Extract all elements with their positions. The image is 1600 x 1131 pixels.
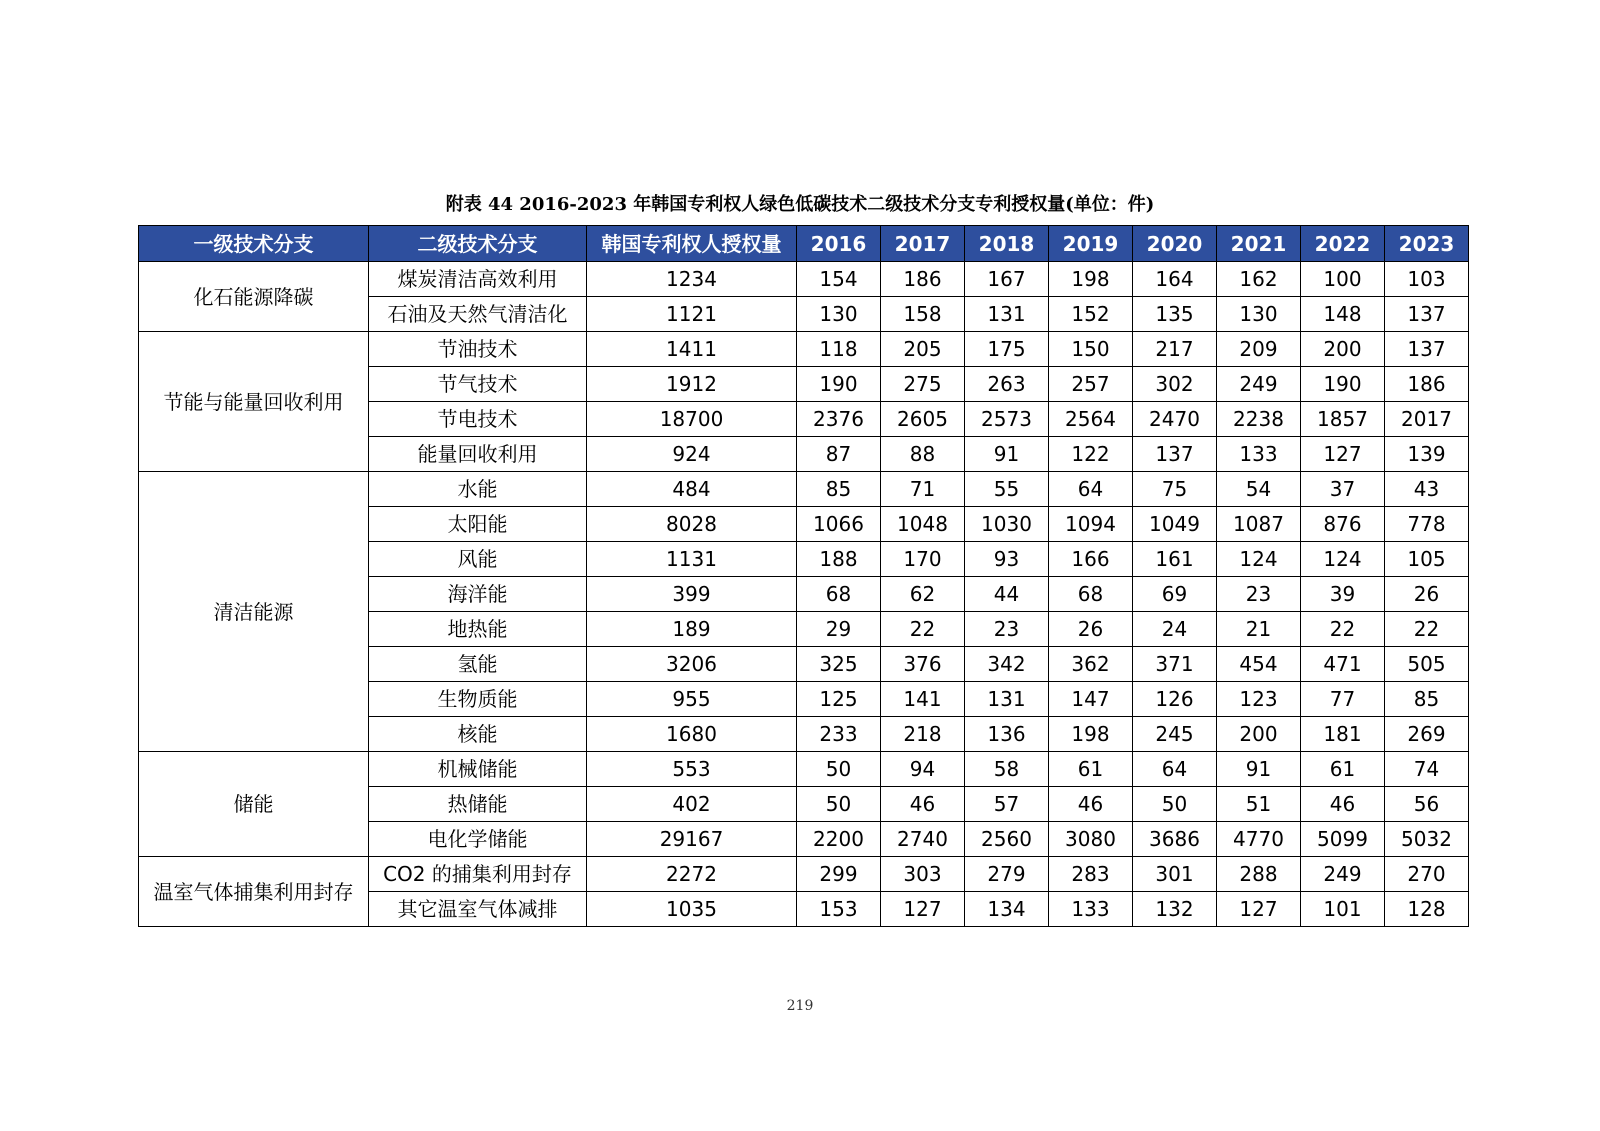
year-value-cell: 167 [965,262,1049,297]
year-value-cell: 23 [1217,577,1301,612]
year-value-cell: 54 [1217,472,1301,507]
year-value-cell: 270 [1385,857,1469,892]
secondary-category-cell: 水能 [369,472,587,507]
year-value-cell: 43 [1385,472,1469,507]
year-value-cell: 141 [881,682,965,717]
year-value-cell: 175 [965,332,1049,367]
year-value-cell: 217 [1133,332,1217,367]
year-value-cell: 22 [881,612,965,647]
year-value-cell: 279 [965,857,1049,892]
year-value-cell: 127 [1301,437,1385,472]
table-row [139,472,1469,507]
year-value-cell: 46 [1301,787,1385,822]
column-header: 2016 [797,226,881,262]
total-grant-cell: 1912 [587,367,797,402]
year-value-cell: 105 [1385,542,1469,577]
year-value-cell: 147 [1049,682,1133,717]
year-value-cell: 1048 [881,507,965,542]
year-value-cell: 29 [797,612,881,647]
primary-category-cell: 化石能源降碳 [139,262,369,332]
year-value-cell: 198 [1049,717,1133,752]
year-value-cell: 64 [1133,752,1217,787]
secondary-category-cell: 海洋能 [369,577,587,612]
total-grant-cell: 399 [587,577,797,612]
year-value-cell: 245 [1133,717,1217,752]
year-value-cell: 3080 [1049,822,1133,857]
table-row [139,857,1469,892]
total-grant-cell: 1131 [587,542,797,577]
year-value-cell: 4770 [1217,822,1301,857]
total-grant-cell: 1234 [587,262,797,297]
year-value-cell: 188 [797,542,881,577]
year-value-cell: 263 [965,367,1049,402]
year-value-cell: 58 [965,752,1049,787]
primary-category-cell: 储能 [139,752,369,857]
year-value-cell: 26 [1049,612,1133,647]
year-value-cell: 91 [965,437,1049,472]
year-value-cell: 161 [1133,542,1217,577]
primary-category-cell: 温室气体捕集利用封存 [139,857,369,927]
total-grant-cell: 18700 [587,402,797,437]
total-grant-cell: 29167 [587,822,797,857]
total-grant-cell: 553 [587,752,797,787]
secondary-category-cell: 太阳能 [369,507,587,542]
secondary-category-cell: 其它温室气体减排 [369,892,587,927]
year-value-cell: 137 [1385,332,1469,367]
year-value-cell: 249 [1301,857,1385,892]
year-value-cell: 100 [1301,262,1385,297]
year-value-cell: 505 [1385,647,1469,682]
year-value-cell: 125 [797,682,881,717]
secondary-category-cell: 石油及天然气清洁化 [369,297,587,332]
year-value-cell: 876 [1301,507,1385,542]
year-value-cell: 1049 [1133,507,1217,542]
year-value-cell: 162 [1217,262,1301,297]
year-value-cell: 148 [1301,297,1385,332]
year-value-cell: 170 [881,542,965,577]
year-value-cell: 1030 [965,507,1049,542]
year-value-cell: 55 [965,472,1049,507]
year-value-cell: 218 [881,717,965,752]
year-value-cell: 93 [965,542,1049,577]
total-grant-cell: 2272 [587,857,797,892]
year-value-cell: 122 [1049,437,1133,472]
year-value-cell: 130 [1217,297,1301,332]
year-value-cell: 257 [1049,367,1133,402]
year-value-cell: 23 [965,612,1049,647]
year-value-cell: 249 [1217,367,1301,402]
secondary-category-cell: 节气技术 [369,367,587,402]
column-header: 一级技术分支 [139,226,369,262]
year-value-cell: 166 [1049,542,1133,577]
secondary-category-cell: 节油技术 [369,332,587,367]
year-value-cell: 24 [1133,612,1217,647]
table-caption: 附表 44 2016-2023 年韩国专利权人绿色低碳技术二级技术分支专利授权量(单位：件) [445,194,1155,215]
secondary-category-cell: 风能 [369,542,587,577]
year-value-cell: 64 [1049,472,1133,507]
year-value-cell: 371 [1133,647,1217,682]
year-value-cell: 39 [1301,577,1385,612]
year-value-cell: 132 [1133,892,1217,927]
column-header: 2022 [1301,226,1385,262]
year-value-cell: 2564 [1049,402,1133,437]
year-value-cell: 471 [1301,647,1385,682]
total-grant-cell: 8028 [587,507,797,542]
year-value-cell: 134 [965,892,1049,927]
table-row [139,262,1469,297]
total-grant-cell: 1411 [587,332,797,367]
year-value-cell: 181 [1301,717,1385,752]
year-value-cell: 303 [881,857,965,892]
year-value-cell: 275 [881,367,965,402]
year-value-cell: 2605 [881,402,965,437]
column-header: 二级技术分支 [369,226,587,262]
year-value-cell: 299 [797,857,881,892]
year-value-cell: 62 [881,577,965,612]
total-grant-cell: 402 [587,787,797,822]
column-header: 2023 [1385,226,1469,262]
year-value-cell: 69 [1133,577,1217,612]
secondary-category-cell: 机械储能 [369,752,587,787]
year-value-cell: 77 [1301,682,1385,717]
secondary-category-cell: 地热能 [369,612,587,647]
year-value-cell: 1857 [1301,402,1385,437]
year-value-cell: 103 [1385,262,1469,297]
secondary-category-cell: 能量回收利用 [369,437,587,472]
year-value-cell: 150 [1049,332,1133,367]
year-value-cell: 5032 [1385,822,1469,857]
secondary-category-cell: CO2 的捕集利用封存 [369,857,587,892]
total-grant-cell: 189 [587,612,797,647]
year-value-cell: 50 [1133,787,1217,822]
year-value-cell: 22 [1385,612,1469,647]
year-value-cell: 153 [797,892,881,927]
year-value-cell: 133 [1217,437,1301,472]
year-value-cell: 190 [1301,367,1385,402]
year-value-cell: 137 [1133,437,1217,472]
year-value-cell: 21 [1217,612,1301,647]
year-value-cell: 74 [1385,752,1469,787]
table-row [139,752,1469,787]
column-header: 2021 [1217,226,1301,262]
year-value-cell: 136 [965,717,1049,752]
year-value-cell: 342 [965,647,1049,682]
year-value-cell: 128 [1385,892,1469,927]
column-header: 2018 [965,226,1049,262]
year-value-cell: 85 [1385,682,1469,717]
year-value-cell: 71 [881,472,965,507]
secondary-category-cell: 节电技术 [369,402,587,437]
year-value-cell: 269 [1385,717,1469,752]
year-value-cell: 158 [881,297,965,332]
year-value-cell: 91 [1217,752,1301,787]
year-value-cell: 198 [1049,262,1133,297]
secondary-category-cell: 氢能 [369,647,587,682]
year-value-cell: 283 [1049,857,1133,892]
secondary-category-cell: 核能 [369,717,587,752]
patent-grant-table [138,225,1469,927]
year-value-cell: 75 [1133,472,1217,507]
year-value-cell: 22 [1301,612,1385,647]
table-row [139,332,1469,367]
year-value-cell: 362 [1049,647,1133,682]
table-header-row [139,226,1469,262]
year-value-cell: 68 [797,577,881,612]
primary-category-cell: 节能与能量回收利用 [139,332,369,472]
year-value-cell: 152 [1049,297,1133,332]
secondary-category-cell: 电化学储能 [369,822,587,857]
year-value-cell: 131 [965,297,1049,332]
year-value-cell: 5099 [1301,822,1385,857]
table-body [139,262,1469,927]
year-value-cell: 133 [1049,892,1133,927]
year-value-cell: 209 [1217,332,1301,367]
total-grant-cell: 1121 [587,297,797,332]
year-value-cell: 88 [881,437,965,472]
secondary-category-cell: 煤炭清洁高效利用 [369,262,587,297]
year-value-cell: 26 [1385,577,1469,612]
year-value-cell: 2560 [965,822,1049,857]
year-value-cell: 139 [1385,437,1469,472]
year-value-cell: 37 [1301,472,1385,507]
year-value-cell: 94 [881,752,965,787]
year-value-cell: 124 [1301,542,1385,577]
year-value-cell: 46 [1049,787,1133,822]
year-value-cell: 137 [1385,297,1469,332]
year-value-cell: 154 [797,262,881,297]
year-value-cell: 118 [797,332,881,367]
year-value-cell: 325 [797,647,881,682]
year-value-cell: 131 [965,682,1049,717]
year-value-cell: 2238 [1217,402,1301,437]
year-value-cell: 101 [1301,892,1385,927]
primary-category-cell: 清洁能源 [139,472,369,752]
year-value-cell: 778 [1385,507,1469,542]
year-value-cell: 302 [1133,367,1217,402]
year-value-cell: 288 [1217,857,1301,892]
column-header: 2020 [1133,226,1217,262]
total-grant-cell: 3206 [587,647,797,682]
year-value-cell: 301 [1133,857,1217,892]
year-value-cell: 2573 [965,402,1049,437]
total-grant-cell: 955 [587,682,797,717]
year-value-cell: 57 [965,787,1049,822]
column-header: 2019 [1049,226,1133,262]
year-value-cell: 51 [1217,787,1301,822]
year-value-cell: 61 [1049,752,1133,787]
year-value-cell: 2017 [1385,402,1469,437]
year-value-cell: 87 [797,437,881,472]
column-header: 韩国专利权人授权量 [587,226,797,262]
year-value-cell: 2740 [881,822,965,857]
year-value-cell: 50 [797,787,881,822]
year-value-cell: 454 [1217,647,1301,682]
year-value-cell: 376 [881,647,965,682]
year-value-cell: 2470 [1133,402,1217,437]
page-number: 219 [786,998,814,1014]
year-value-cell: 200 [1301,332,1385,367]
year-value-cell: 1094 [1049,507,1133,542]
year-value-cell: 205 [881,332,965,367]
year-value-cell: 85 [797,472,881,507]
secondary-category-cell: 生物质能 [369,682,587,717]
total-grant-cell: 484 [587,472,797,507]
year-value-cell: 200 [1217,717,1301,752]
year-value-cell: 1087 [1217,507,1301,542]
year-value-cell: 186 [1385,367,1469,402]
total-grant-cell: 1035 [587,892,797,927]
year-value-cell: 50 [797,752,881,787]
year-value-cell: 164 [1133,262,1217,297]
column-header: 2017 [881,226,965,262]
year-value-cell: 130 [797,297,881,332]
year-value-cell: 56 [1385,787,1469,822]
total-grant-cell: 1680 [587,717,797,752]
year-value-cell: 127 [881,892,965,927]
year-value-cell: 1066 [797,507,881,542]
total-grant-cell: 924 [587,437,797,472]
year-value-cell: 46 [881,787,965,822]
year-value-cell: 44 [965,577,1049,612]
year-value-cell: 124 [1217,542,1301,577]
year-value-cell: 68 [1049,577,1133,612]
year-value-cell: 3686 [1133,822,1217,857]
year-value-cell: 186 [881,262,965,297]
year-value-cell: 233 [797,717,881,752]
year-value-cell: 135 [1133,297,1217,332]
year-value-cell: 190 [797,367,881,402]
year-value-cell: 61 [1301,752,1385,787]
year-value-cell: 2200 [797,822,881,857]
year-value-cell: 2376 [797,402,881,437]
year-value-cell: 127 [1217,892,1301,927]
secondary-category-cell: 热储能 [369,787,587,822]
patent-table-container [138,225,1468,927]
year-value-cell: 123 [1217,682,1301,717]
year-value-cell: 126 [1133,682,1217,717]
